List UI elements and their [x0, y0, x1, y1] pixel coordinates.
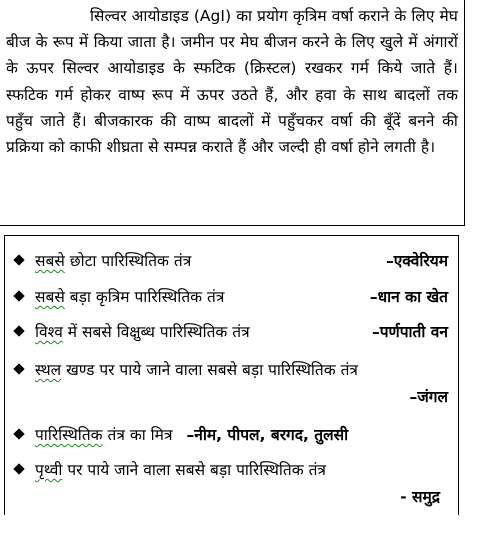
diamond-bullet-icon	[13, 290, 24, 301]
fact-answer: –जंगल	[409, 388, 448, 406]
fact-item	[15, 319, 448, 345]
fact-item	[15, 357, 448, 406]
fact-question: सबसे छोटा पारिस्थितिक तंत्र	[35, 252, 192, 270]
cloud-seeding-paragraph: सिल्वर आयोडाइड (AgI) का प्रयोग कृत्रिम वर्षा कराने के लिए मेघ बीज के रूप में किया जाता है। जमीन पर मेघ बीजन करने के लिए खुले में अंगारों के ऊपर सिल्वर आयोडाइड के स्फटिक (क्रिस्टल) रखकर गर्म किये जाते हैं। स्फटिक गर्म होकर वाष्प रूप में ऊपर उठते हैं, और हवा के साथ बादलों तक पहुँच जाते हैं। बीजकारक की वाष्प बादलों में पहुँचकर वर्षा की बूँदें बनने की प्रक्रिया को काफी शीघ्रता से सम्पन्न कराते हैं और जल्दी ही वर्षा होने लगती है।	[6, 7, 458, 157]
fact-question: विश्व में सबसे विक्षुब्ध पारिस्थितिक तंत्र	[35, 323, 250, 341]
ecosystem-facts-box	[4, 235, 459, 515]
fact-question: सबसे बड़ा कृत्रिम पारिस्थितिक तंत्र	[35, 288, 225, 306]
fact-answer: –एक्वेरियम	[385, 252, 448, 270]
fact-question: स्थल खण्ड पर पाये जाने वाला सबसे बड़ा पारिस्थितिक तंत्र	[35, 361, 358, 379]
fact-item	[15, 248, 448, 274]
diamond-bullet-icon	[13, 463, 24, 474]
diamond-bullet-icon	[13, 254, 24, 265]
diamond-bullet-icon	[13, 363, 24, 374]
fact-item	[15, 284, 448, 310]
fact-answer: - समुद्र	[400, 488, 440, 506]
fact-answer: –नीम, पीपल, बरगद, तुलसी	[186, 426, 349, 444]
fact-question: पृथ्वी पर पाये जाने वाला सबसे बड़ा पारिस्थितिक तंत्र	[35, 461, 326, 479]
fact-item	[15, 457, 448, 506]
fact-answer: –पर्णपाती वन	[371, 323, 448, 341]
diamond-bullet-icon	[13, 325, 24, 336]
paragraph-box	[0, 0, 465, 226]
fact-answer: –धान का खेत	[369, 288, 448, 306]
fact-question: पारिस्थितिक तंत्र का मित्र –नीम, पीपल, बरगद, तुलसी	[35, 426, 349, 444]
diamond-bullet-icon	[13, 428, 24, 439]
fact-item	[15, 422, 448, 448]
